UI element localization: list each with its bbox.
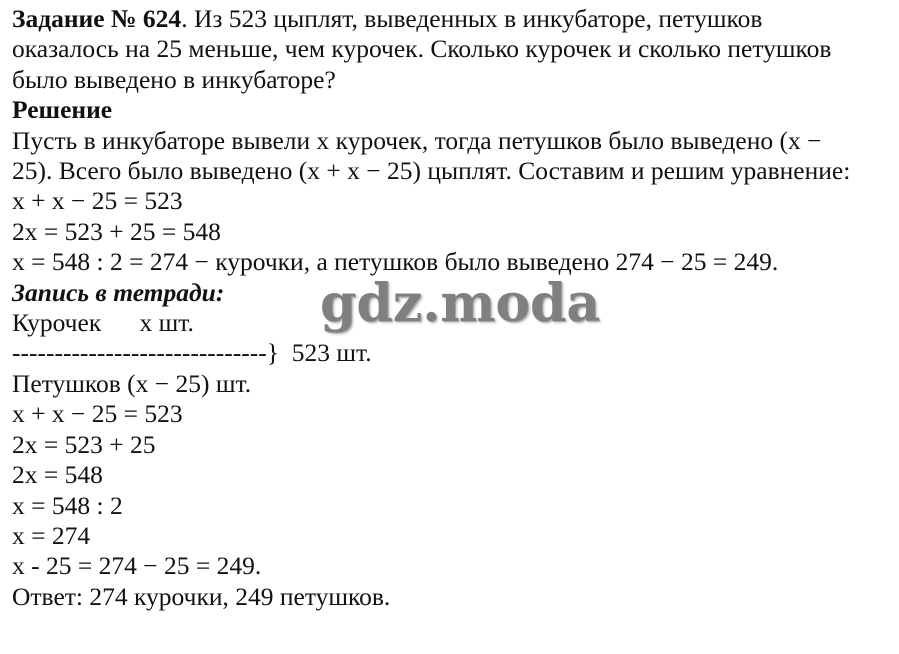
solution-line: х = 548 : 2 = 274 − курочки, а петушков было выведено 274 − 25 = 249. <box>12 247 779 277</box>
solution-line: Пусть в инкубаторе вывели х курочек, тогда петушков было выведено (х − <box>12 125 822 155</box>
task-text-line-1: . Из 523 цыплят, выведенных в инкубаторе, петушков <box>181 4 763 33</box>
task-text-line-3: было выведено в инкубаторе? <box>12 64 336 94</box>
notebook-heading: Запись в тетради: <box>12 277 225 307</box>
notebook-line: 2х = 523 + 25 <box>12 429 156 459</box>
notebook-line: Курочек х шт. <box>12 308 194 338</box>
watermark-logo: gdz.moda <box>320 273 601 334</box>
notebook-line: х = 548 : 2 <box>12 490 123 520</box>
notebook-line: х - 25 = 274 − 25 = 249. <box>12 551 262 581</box>
answer-line: Ответ: 274 курочки, 249 петушков. <box>12 581 391 611</box>
task-number: Задание № 624 <box>12 4 182 33</box>
notebook-line: х = 274 <box>12 520 91 550</box>
notebook-line: 2х = 548 <box>12 460 103 490</box>
solution-line: х + х − 25 = 523 <box>12 186 183 216</box>
notebook-line: х + х − 25 = 523 <box>12 399 183 429</box>
solution-heading: Решение <box>12 95 113 125</box>
solution-line: 25). Всего было выведено (х + х − 25) цыплят. Составим и решим уравнение: <box>12 156 851 186</box>
notebook-line: ------------------------------} 523 шт. <box>12 338 372 368</box>
notebook-line: Петушков (х − 25) шт. <box>12 368 252 398</box>
task-text-line-2: оказалось на 25 меньше, чем курочек. Сколько курочек и сколько петушков <box>12 34 832 64</box>
task-statement <box>12 4 892 34</box>
solution-line: 2х = 523 + 25 = 548 <box>12 216 221 246</box>
